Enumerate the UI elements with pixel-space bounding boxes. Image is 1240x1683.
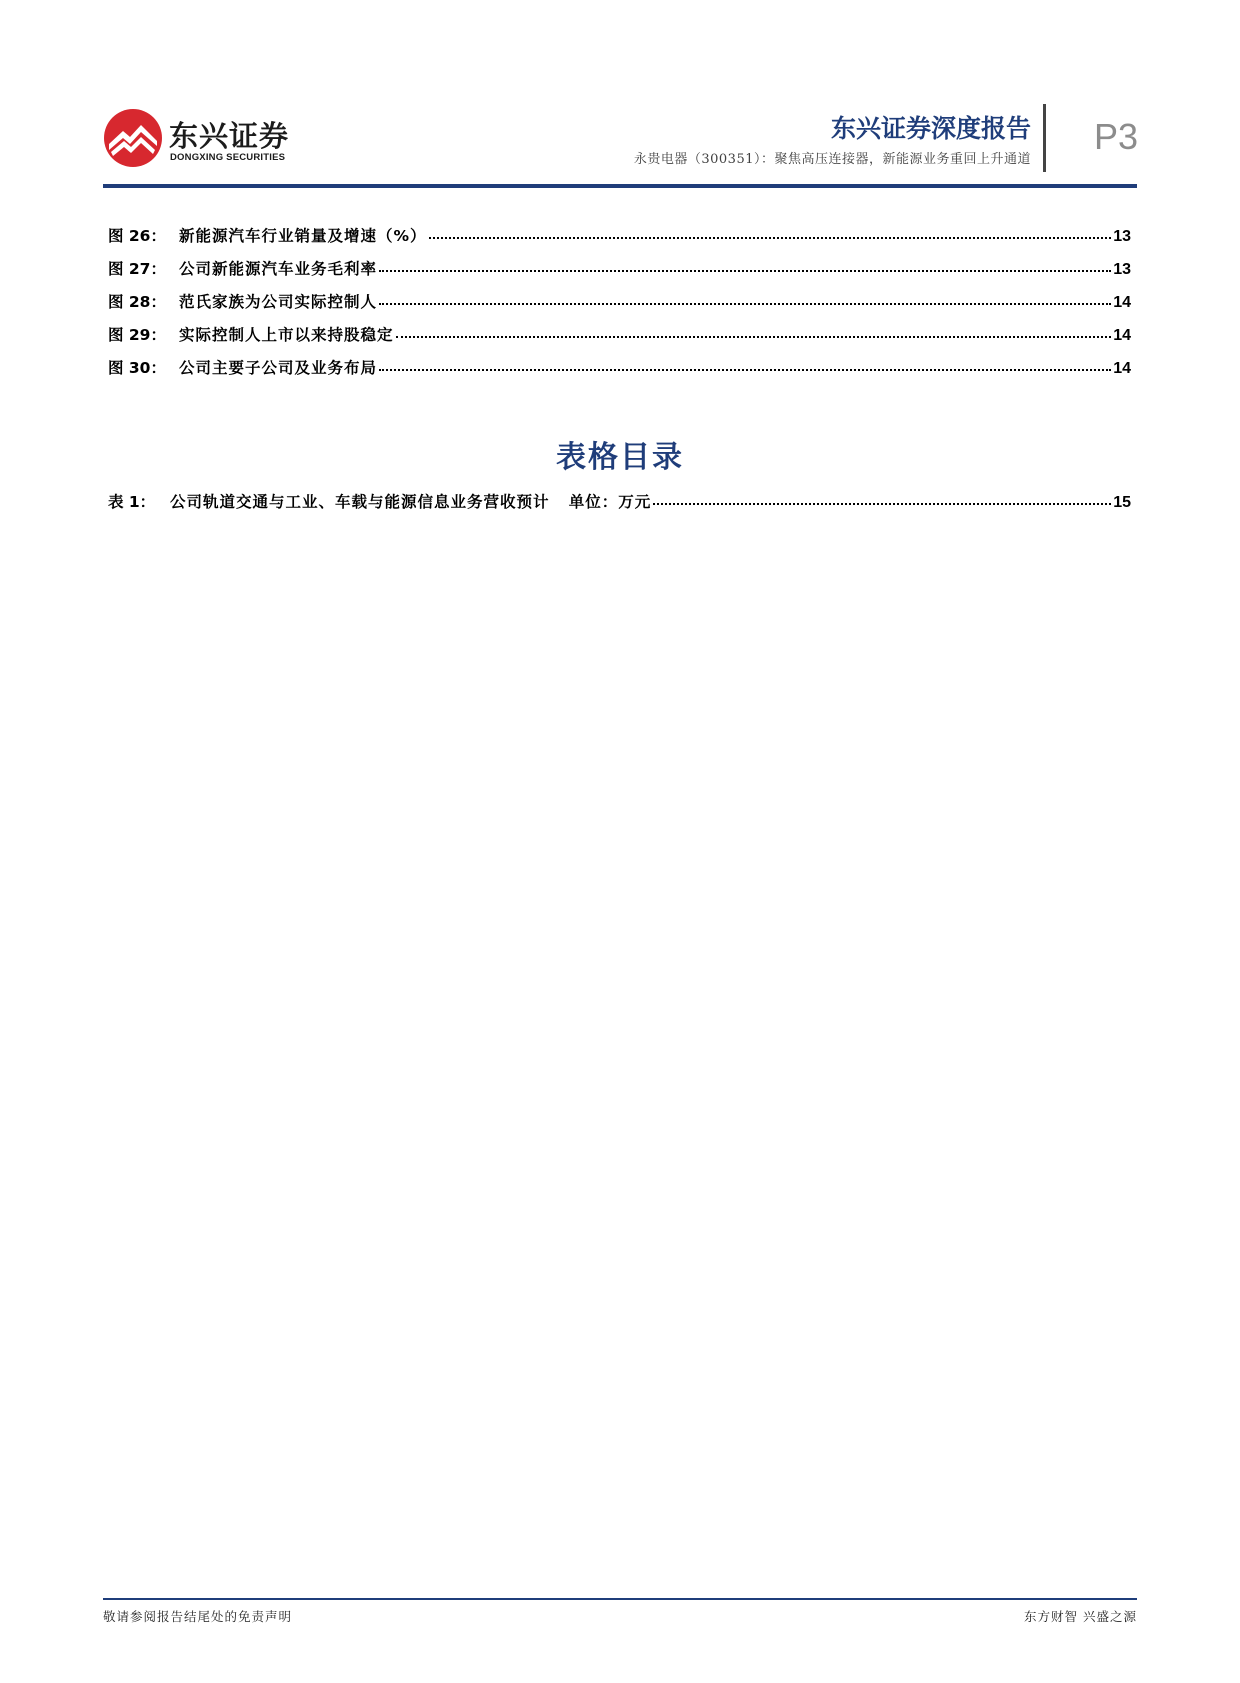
dongxing-logo-icon: [103, 108, 163, 168]
toc-label: 表 1：: [108, 493, 156, 511]
logo-text-cn: 东兴证券: [169, 119, 290, 153]
toc-leader: [429, 236, 1112, 239]
company-logo: [103, 108, 303, 172]
figure-toc: [108, 224, 1131, 389]
toc-title: 范氏家族为公司实际控制人: [179, 293, 378, 311]
report-type-title: 东兴证券深度报告: [830, 114, 1031, 143]
report-subtitle: 永贵电器（300351）：聚焦高压连接器，新能源业务重回上升通道: [633, 152, 1031, 167]
toc-page: 14: [1113, 294, 1131, 311]
footer-disclaimer: 敬请参阅报告结尾处的免责声明: [103, 1609, 293, 1624]
toc-label: 图 26：: [108, 227, 166, 245]
toc-page: 13: [1113, 228, 1131, 245]
header-rule: [103, 184, 1137, 188]
header-divider: [1043, 104, 1046, 172]
toc-page: 15: [1113, 494, 1131, 511]
toc-page: 14: [1113, 360, 1131, 377]
toc-label: 图 29：: [108, 326, 166, 344]
toc-title: 公司轨道交通与工业、车载与能源信息业务营收预计 单位：万元: [170, 493, 652, 511]
page-number: P3: [1094, 116, 1139, 157]
toc-entry[interactable]: [108, 490, 1131, 523]
toc-leader: [379, 368, 1111, 371]
toc-entry[interactable]: [108, 224, 1131, 257]
toc-title: 实际控制人上市以来持股稳定: [179, 326, 394, 344]
toc-page: 13: [1113, 261, 1131, 278]
toc-entry[interactable]: [108, 257, 1131, 290]
toc-title: 公司主要子公司及业务布局: [179, 359, 378, 377]
toc-leader: [396, 335, 1112, 338]
toc-entry[interactable]: [108, 290, 1131, 323]
toc-page: 14: [1113, 327, 1131, 344]
toc-title: 新能源汽车行业销量及增速（%）: [179, 227, 427, 245]
toc-leader: [379, 302, 1111, 305]
logo-text-en: DONGXING SECURITIES: [170, 152, 286, 163]
toc-label: 图 30：: [108, 359, 166, 377]
footer-rule: [103, 1598, 1137, 1600]
toc-entry[interactable]: [108, 356, 1131, 389]
table-toc-heading: 表格目录: [556, 440, 684, 475]
toc-entry[interactable]: [108, 323, 1131, 356]
table-toc: [108, 490, 1131, 523]
toc-title: 公司新能源汽车业务毛利率: [179, 260, 378, 278]
toc-label: 图 27：: [108, 260, 166, 278]
footer-slogan: 东方财智 兴盛之源: [1024, 1609, 1137, 1624]
toc-leader: [653, 502, 1111, 505]
toc-label: 图 28：: [108, 293, 166, 311]
toc-leader: [379, 269, 1111, 272]
